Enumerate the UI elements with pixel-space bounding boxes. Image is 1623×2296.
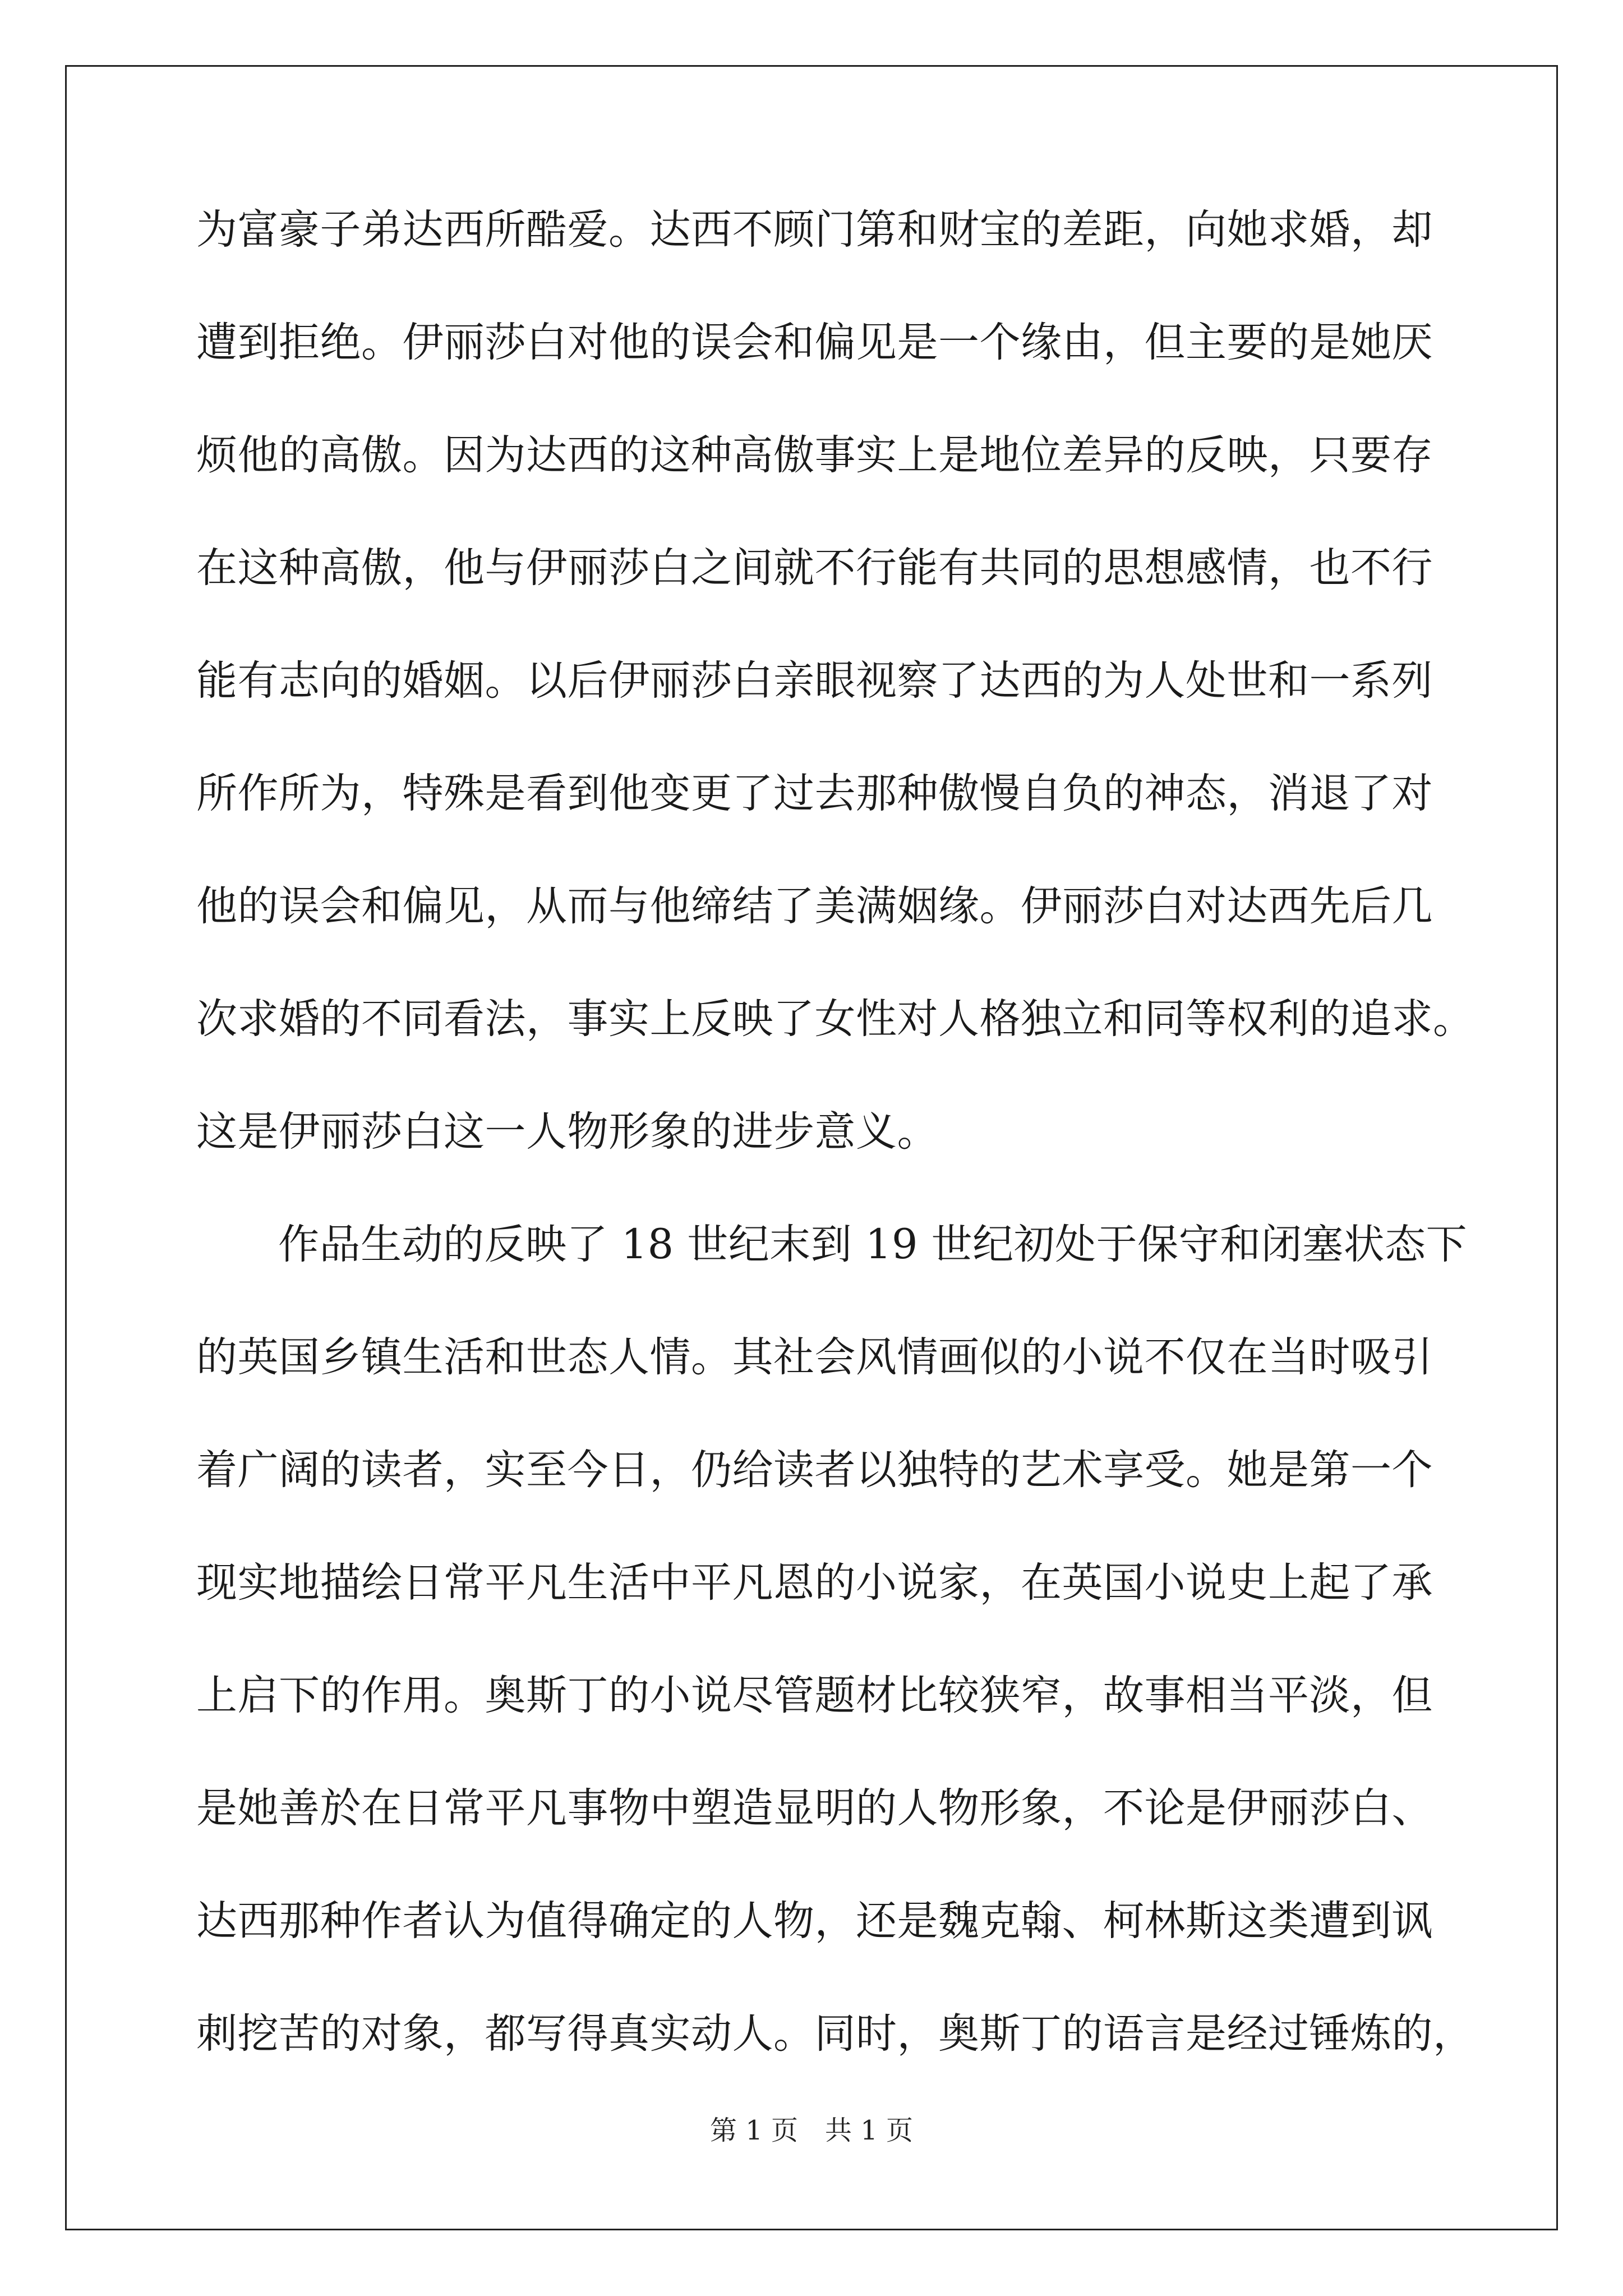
text-line: 他的误会和偏见，从而与他缔结了美满姻缘。伊丽莎白对达西先后几 [196, 882, 1433, 930]
text-line: 所作所为，特殊是看到他变更了过去那种傲慢自负的神态，消退了对 [196, 770, 1433, 817]
text-line: 达西那种作者认为值得确定的人物，还是魏克翰、柯林斯这类遭到讽 [196, 1897, 1433, 1945]
text-line: 在这种高傲，他与伊丽莎白之间就不行能有共同的思想感情，也不行 [196, 544, 1433, 592]
text-line: 是她善於在日常平凡事物中塑造显明的人物形象，不论是伊丽莎白、 [196, 1784, 1433, 1832]
paragraph-start-line: 作品生动的反映了 18 世纪末到 19 世纪初处于保守和闭塞状态下 [278, 1221, 1468, 1268]
text-line: 能有志向的婚姻。以后伊丽莎白亲眼视察了达西的为人处世和一系列 [196, 657, 1433, 705]
text-line: 着广阔的读者，实至今日，仍给读者以独特的艺术享受。她是第一个 [196, 1446, 1433, 1494]
text-line: 烦他的高傲。因为达西的这种高傲事实上是地位差异的反映，只要存 [196, 431, 1433, 479]
text-line: 的英国乡镇生活和世态人情。其社会风情画似的小说不仅在当时吸引 [196, 1333, 1433, 1381]
text-line: 为富豪子弟达西所酷爱。达西不顾门第和财宝的差距，向她求婚，却 [196, 206, 1433, 254]
document-body [196, 206, 1474, 2124]
text-line: 遭到拒绝。伊丽莎白对他的误会和偏见是一个缘由，但主要的是她厌 [196, 319, 1433, 366]
text-line: 次求婚的不同看法，事实上反映了女性对人格独立和同等权利的追求。 [196, 995, 1474, 1043]
text-line: 现实地描绘日常平凡生活中平凡恩的小说家，在英国小说史上起了承 [196, 1559, 1433, 1607]
page-number-footer: 第 1 页 共 1 页 [709, 2115, 914, 2146]
text-line: 这是伊丽莎白这一人物形象的进步意义。 [196, 1108, 938, 1156]
text-line: 上启下的作用。奥斯丁的小说尽管题材比较狭窄，故事相当平淡，但 [196, 1672, 1433, 1719]
text-line: 刺挖苦的对象，都写得真实动人。同时，奥斯丁的语言是经过锤炼的， [196, 2010, 1474, 2058]
